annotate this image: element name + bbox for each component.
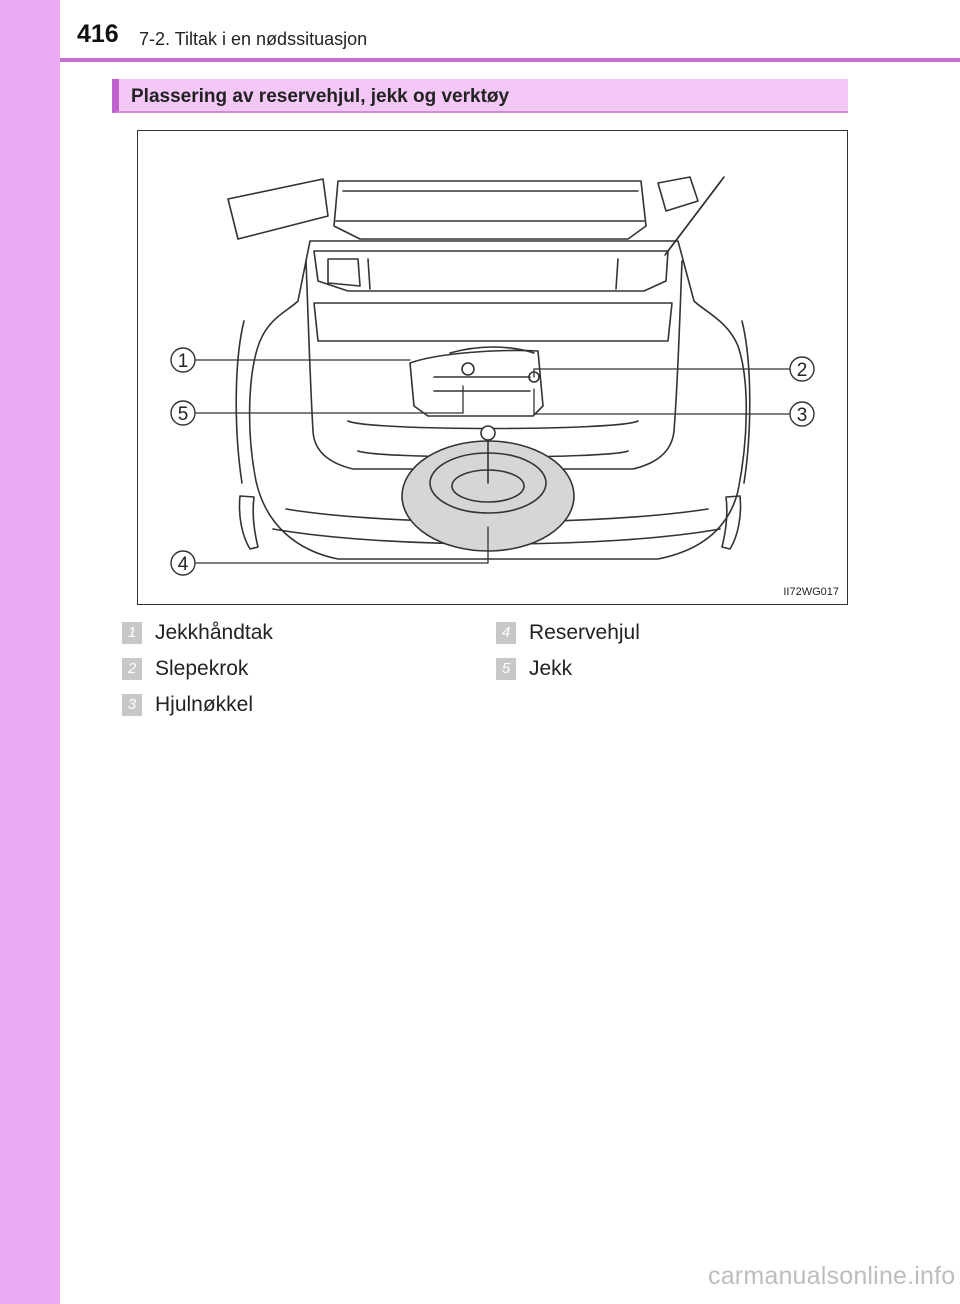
callout-line-2 bbox=[534, 369, 789, 377]
callout-1 bbox=[171, 348, 195, 372]
callout-2 bbox=[790, 357, 814, 381]
callout-line-3 bbox=[534, 389, 789, 414]
car-trunk-illustration bbox=[138, 131, 846, 603]
svg-text:5: 5 bbox=[177, 404, 189, 425]
svg-text:3: 3 bbox=[796, 405, 808, 426]
left-taillight bbox=[239, 496, 258, 549]
page-number: 416 bbox=[77, 20, 119, 48]
legend-number: 2 bbox=[122, 658, 142, 680]
legend-number: 5 bbox=[496, 658, 516, 680]
svg-text:1: 1 bbox=[177, 351, 189, 372]
side-tab-strip bbox=[0, 0, 60, 1304]
parcel-shelf bbox=[334, 181, 646, 239]
legend-label: Jekkhåndtak bbox=[155, 621, 273, 644]
legend-label: Slepekrok bbox=[155, 657, 249, 680]
legend-label: Reservehjul bbox=[529, 621, 640, 644]
legend-number: 1 bbox=[122, 622, 142, 644]
section-heading-text: Plassering av reservehjul, jekk og verktøy bbox=[131, 86, 510, 107]
legend-number: 3 bbox=[122, 694, 142, 716]
section-heading bbox=[112, 79, 848, 113]
svg-text:4: 4 bbox=[177, 554, 189, 575]
callout-3 bbox=[790, 402, 814, 426]
legend-label: Jekk bbox=[529, 657, 573, 680]
callout-5 bbox=[171, 401, 195, 425]
figure-code: II72WG017 bbox=[783, 586, 839, 598]
legend-label: Hjulnøkkel bbox=[155, 693, 254, 716]
site-watermark: carmanualsonline.info bbox=[708, 1262, 956, 1290]
storage-tray bbox=[314, 251, 668, 291]
svg-text:2: 2 bbox=[796, 360, 808, 381]
callout-4 bbox=[171, 551, 195, 575]
tool-tray bbox=[410, 351, 543, 417]
legend-number: 4 bbox=[496, 622, 516, 644]
illustration-figure bbox=[137, 130, 848, 605]
header-rule bbox=[60, 58, 960, 62]
right-taillight bbox=[722, 496, 741, 549]
chapter-title: 7-2. Tiltak i en nødssituasjon bbox=[139, 29, 368, 49]
